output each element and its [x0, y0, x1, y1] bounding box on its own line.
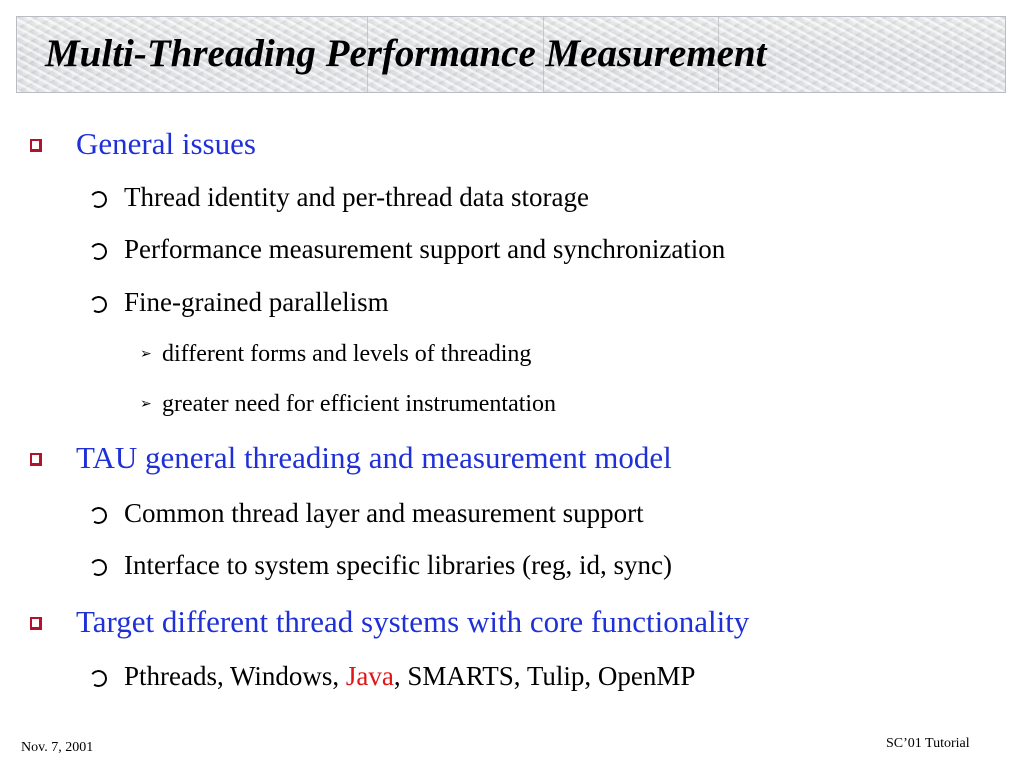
hollow-square-bullet-icon [30, 139, 42, 152]
thread-systems-text-start: Pthreads, Windows, [124, 661, 346, 691]
sub-bullet-text: Thread identity and per-thread data storage [124, 182, 589, 212]
open-circle-bullet-icon [89, 558, 109, 578]
sub-sub-bullet-text: different forms and levels of threading [162, 341, 532, 367]
sub-bullet-text: Common thread layer and measurement support [124, 498, 644, 528]
open-circle-bullet-icon [89, 242, 109, 262]
sub-sub-bullet-text: greater need for efficient instrumentation [162, 391, 557, 417]
thread-systems-text-end: , SMARTS, Tulip, OpenMP [393, 661, 696, 691]
arrowhead-bullet-icon: ➢ [140, 346, 152, 362]
slide-title: Multi-Threading Performance Measurement [45, 32, 767, 75]
open-circle-bullet-icon [89, 506, 109, 526]
arrowhead-bullet-icon: ➢ [140, 396, 152, 412]
open-circle-bullet-icon [89, 190, 109, 210]
sub-bullet-text: Fine-grained parallelism [124, 287, 389, 317]
sub-bullet-text: Performance measurement support and synchronization [124, 234, 726, 264]
hollow-square-bullet-icon [30, 453, 42, 466]
footer-event: SC’01 Tutorial [886, 736, 970, 751]
bullet-text: General issues [76, 126, 256, 161]
open-circle-bullet-icon [89, 669, 109, 689]
open-circle-bullet-icon [89, 295, 109, 315]
hollow-square-bullet-icon [30, 617, 42, 630]
sub-bullet-text [124, 660, 695, 692]
bullet-text: Target different thread systems with core functionality [76, 604, 750, 639]
sub-bullet-text: Interface to system specific libraries (reg, id, sync) [124, 550, 673, 580]
footer-date: Nov. 7, 2001 [21, 740, 94, 755]
bullet-text: TAU general threading and measurement model [76, 440, 672, 475]
java-highlight: Java [345, 661, 394, 691]
